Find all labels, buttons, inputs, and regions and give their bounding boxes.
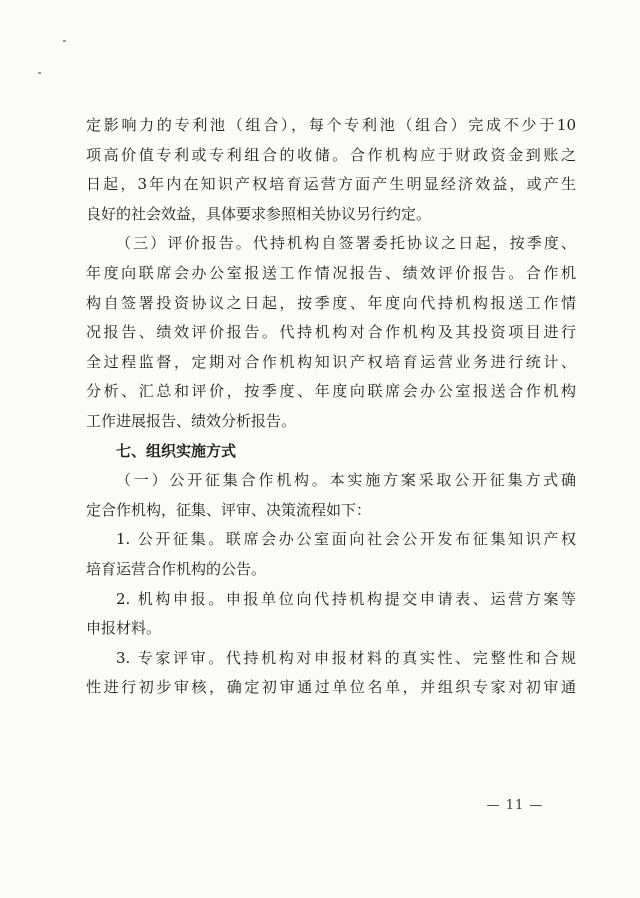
scan-speck xyxy=(38,72,41,74)
document-body xyxy=(86,111,576,703)
paragraph-line: 申报材料。 xyxy=(86,619,162,638)
paragraph-line: 3. 专家评审。代持机构对申报材料的真实性、完整性和合规 xyxy=(116,648,576,667)
paragraph-line: 年度向联席会办公室报送工作情况报告、绩效评价报告。合作机 xyxy=(86,263,576,282)
paragraph-line: 工作进展报告、绩效分析报告。 xyxy=(86,411,297,430)
page-number: — 11 — xyxy=(486,798,544,813)
paragraph-line: 培育运营合作机构的公告。 xyxy=(86,559,267,578)
paragraph-line: 项高价值专利或专利组合的收储。合作机构应于财政资金到账之 xyxy=(86,145,576,164)
paragraph-line: （三）评价报告。代持机构自签署委托协议之日起，按季度、 xyxy=(116,234,576,253)
paragraph-line: 良好的社会效益，具体要求参照相关协议另行约定。 xyxy=(86,204,432,223)
paragraph-line: 况报告、绩效评价报告。代持机构对合作机构及其投资项目进行 xyxy=(86,323,576,342)
paragraph-line: 1. 公开征集。联席会办公室面向社会公开发布征集知识产权 xyxy=(116,530,576,549)
paragraph-line: 定影响力的专利池（组合），每个专利池（组合）完成不少于10 xyxy=(86,116,576,134)
section-heading: 七、组织实施方式 xyxy=(116,441,237,460)
paragraph-line: 日起，3年内在知识产权培育运营方面产生明显经济效益，或产生 xyxy=(86,175,576,194)
paragraph-line: 定合作机构，征集、评审、决策流程如下： xyxy=(86,500,372,519)
paragraph-line: （一）公开征集合作机构。本实施方案采取公开征集方式确 xyxy=(116,471,576,490)
paragraph-line: 全过程监督，定期对合作机构知识产权培育运营业务进行统计、 xyxy=(86,352,576,371)
scan-speck xyxy=(63,40,66,42)
paragraph-line: 2. 机构申报。申报单位向代持机构提交申请表、运营方案等 xyxy=(116,589,576,608)
paragraph-line: 构自签署投资协议之日起，按季度、年度向代持机构报送工作情 xyxy=(86,293,576,312)
paragraph-line: 性进行初步审核，确定初审通过单位名单，并组织专家对初审通 xyxy=(86,678,576,697)
paragraph-line: 分析、汇总和评价，按季度、年度向联席会办公室报送合作机构 xyxy=(86,382,576,401)
